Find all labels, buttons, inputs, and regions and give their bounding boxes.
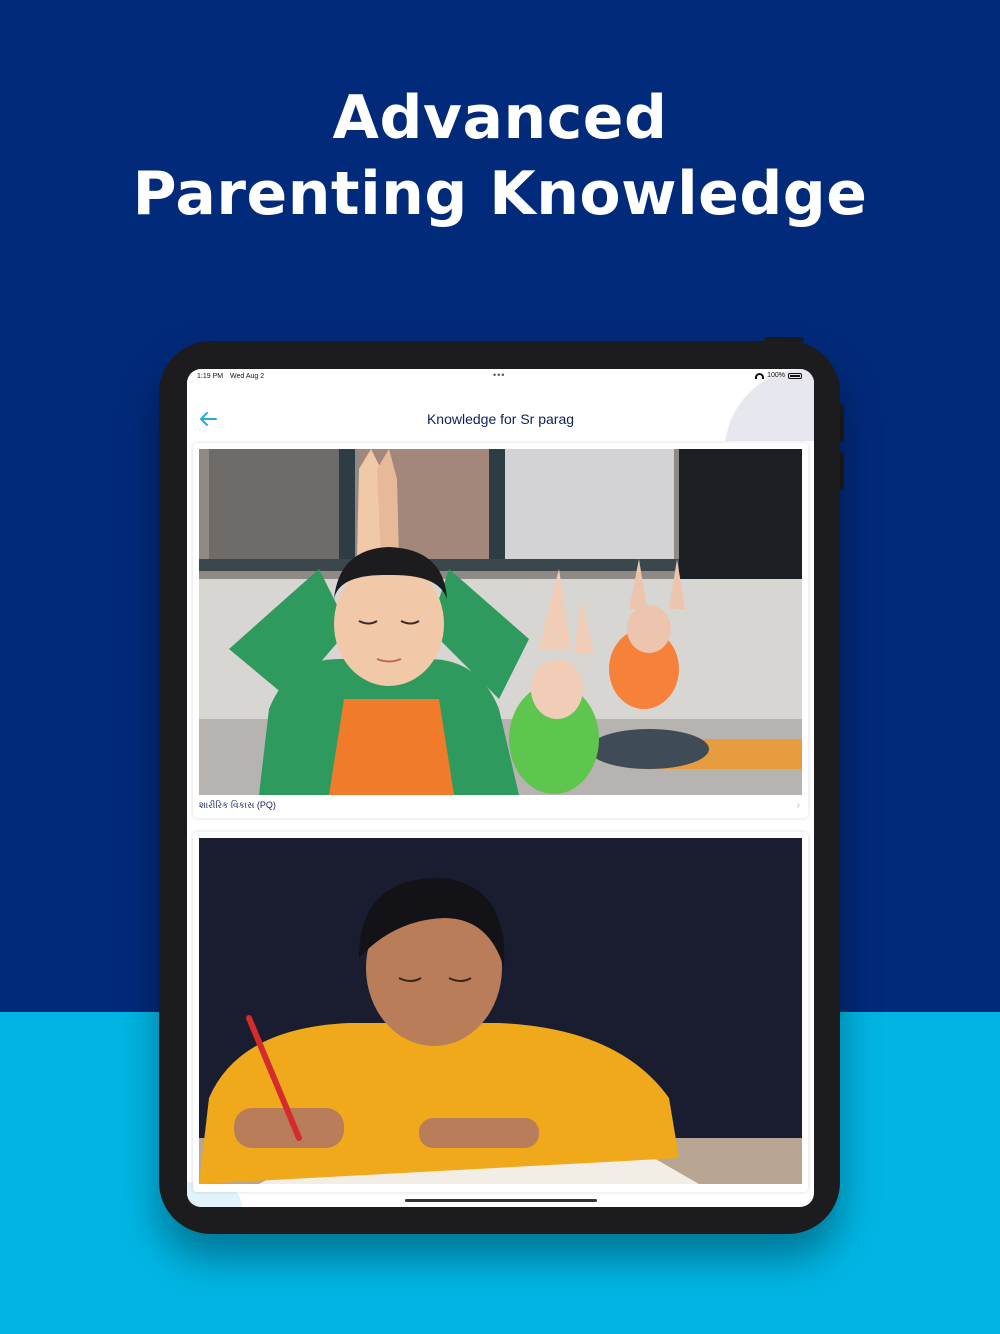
boy-writing-photo (199, 838, 802, 1184)
knowledge-card-second[interactable] (193, 832, 808, 1192)
tablet-volume-down-button (840, 452, 844, 490)
home-indicator[interactable] (405, 1199, 597, 1202)
multitask-dots-icon[interactable]: ••• (493, 370, 506, 380)
card-image-boy-writing (199, 838, 802, 1184)
page-title: Knowledge for Sr parag (426, 411, 575, 427)
card-title: શારીરિક વિકાસ (PQ) (199, 800, 276, 810)
battery-icon (788, 373, 802, 379)
status-date: Wed Aug 2 (230, 373, 265, 380)
headline-line-1: Advanced (332, 83, 668, 153)
wifi-icon (755, 373, 764, 379)
app-screen (187, 369, 814, 1207)
status-time: 1:19 PM (197, 373, 224, 380)
navigation-bar (187, 385, 814, 441)
tablet-volume-up-button (840, 404, 844, 442)
knowledge-card-physical-development[interactable] (193, 443, 808, 818)
card-image-yoga-kids (199, 449, 802, 795)
headline-line-2: Parenting Knowledge (132, 159, 868, 229)
status-bar (187, 369, 814, 385)
battery-percent: 100% (767, 372, 785, 379)
promo-headline (0, 80, 1000, 232)
yoga-kids-photo (199, 449, 802, 795)
status-indicators (755, 372, 802, 379)
chevron-right-icon: › (796, 800, 800, 811)
